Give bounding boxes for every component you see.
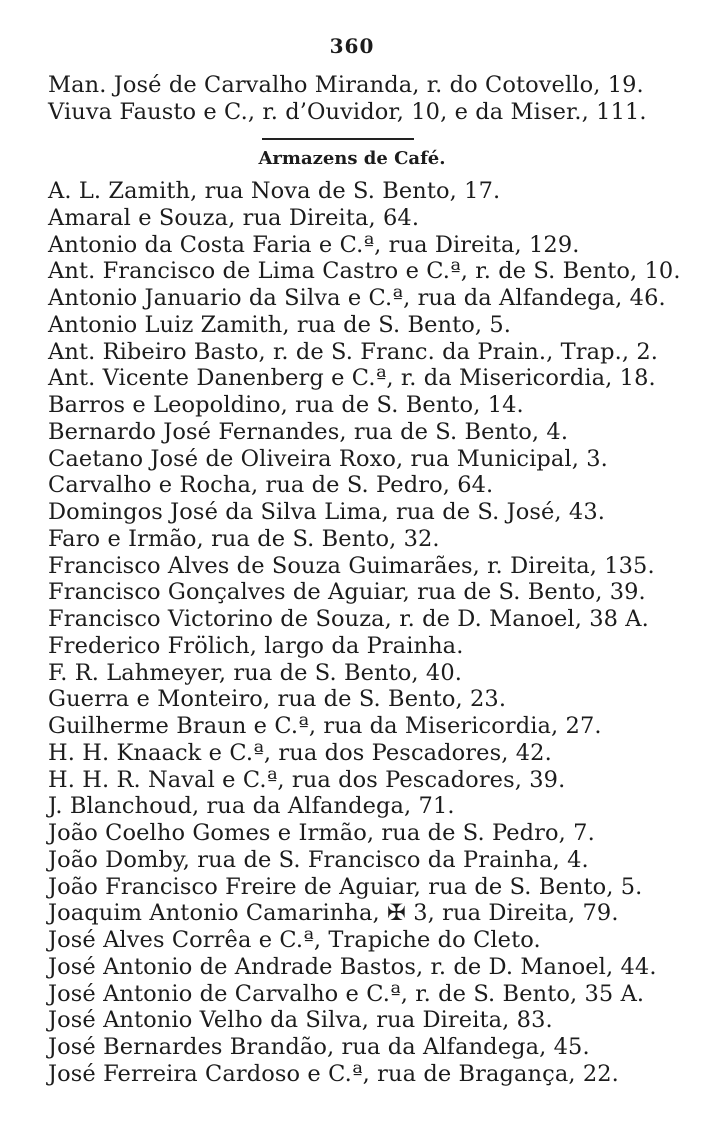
directory-entry: Francisco Victorino de Souza, r. de D. Manoel, 38 A. [48,606,649,632]
directory-entry: José Antonio de Andrade Bastos, r. de D. Manoel, 44. [48,953,657,980]
section-divider [262,138,414,140]
directory-entry: Antonio da Costa Faria e C.ª, rua Direita, 129. [48,231,580,258]
section-heading: Armazens de Café. [258,148,446,169]
directory-entry: Ant. Ribeiro Basto, r. de S. Franc. da Prain., Trap., 2. [48,338,659,365]
directory-entry: Guilherme Braun e C.ª, rua da Misericordia, 27. [48,713,602,739]
directory-entry: José Antonio Velho da Silva, rua Direita, 83. [48,1007,553,1034]
directory-entry: José Antonio de Carvalho e C.ª, r. de S. Bento, 35 A. [48,980,645,1007]
directory-entry: Domingos José da Silva Lima, rua de S. José, 43. [48,499,605,525]
directory-entry: João Coelho Gomes e Irmão, rua de S. Pedro, 7. [48,820,595,846]
directory-entry: Carvalho e Rocha, rua de S. Pedro, 64. [48,472,494,499]
directory-entry: José Alves Corrêa e C.ª, Trapiche do Cleto. [48,927,541,953]
directory-entry: H. H. R. Naval e C.ª, rua dos Pescadores, 39. [48,766,566,793]
page-number: 360 [329,34,375,58]
directory-entry: Antonio Januario da Silva e C.ª, rua da Alfandega, 46. [48,285,666,311]
directory-entry: João Francisco Freire de Aguiar, rua de S. Bento, 5. [48,873,643,900]
directory-entry: Amaral e Souza, rua Direita, 64. [48,204,420,231]
directory-entry: Barros e Leopoldino, rua de S. Bento, 14. [48,392,524,418]
directory-entry: Ant. Vicente Danenberg e C.ª, r. da Misericordia, 18. [48,365,656,392]
directory-entry: Bernardo José Fernandes, rua de S. Bento, 4. [48,418,569,445]
directory-entry: A. L. Zamith, rua Nova de S. Bento, 17. [48,178,501,204]
directory-entry: Caetano José de Oliveira Roxo, rua Municipal, 3. [48,445,608,472]
directory-entry: José Bernardes Brandão, rua da Alfandega, 45. [48,1034,590,1060]
directory-entry: Faro e Irmão, rua de S. Bento, 32. [48,525,440,552]
directory-entry: J. Blanchoud, rua da Alfandega, 71. [48,793,455,820]
directory-entry: Francisco Gonçalves de Aguiar, rua de S. Bento, 39. [48,579,646,606]
directory-entry: Viuva Fausto e C., r. d’Ouvidor, 10, e da Miser., 111. [48,99,647,125]
directory-entry: Antonio Luiz Zamith, rua de S. Bento, 5. [48,311,512,338]
continued-entries [48,72,668,126]
directory-entry: Joaquim Antonio Camarinha, ✠ 3, rua Direita, 79. [48,900,619,927]
coffee-warehouse-list [48,178,688,1088]
directory-entry: H. H. Knaack e C.ª, rua dos Pescadores, 42. [48,739,552,766]
directory-entry: F. R. Lahmeyer, rua de S. Bento, 40. [48,659,462,686]
directory-entry: Frederico Frölich, largo da Prainha. [48,632,464,659]
directory-entry: Guerra e Monteiro, rua de S. Bento, 23. [48,686,507,713]
directory-entry: Man. José de Carvalho Miranda, r. do Cotovello, 19. [48,72,644,98]
directory-entry: Francisco Alves de Souza Guimarães, r. Direita, 135. [48,552,655,579]
directory-entry: Ant. Francisco de Lima Castro e C.ª, r. de S. Bento, 10. [48,258,681,285]
directory-entry: José Ferreira Cardoso e C.ª, rua de Bragança, 22. [48,1060,619,1087]
directory-entry: João Domby, rua de S. Francisco da Prainha, 4. [48,846,589,873]
